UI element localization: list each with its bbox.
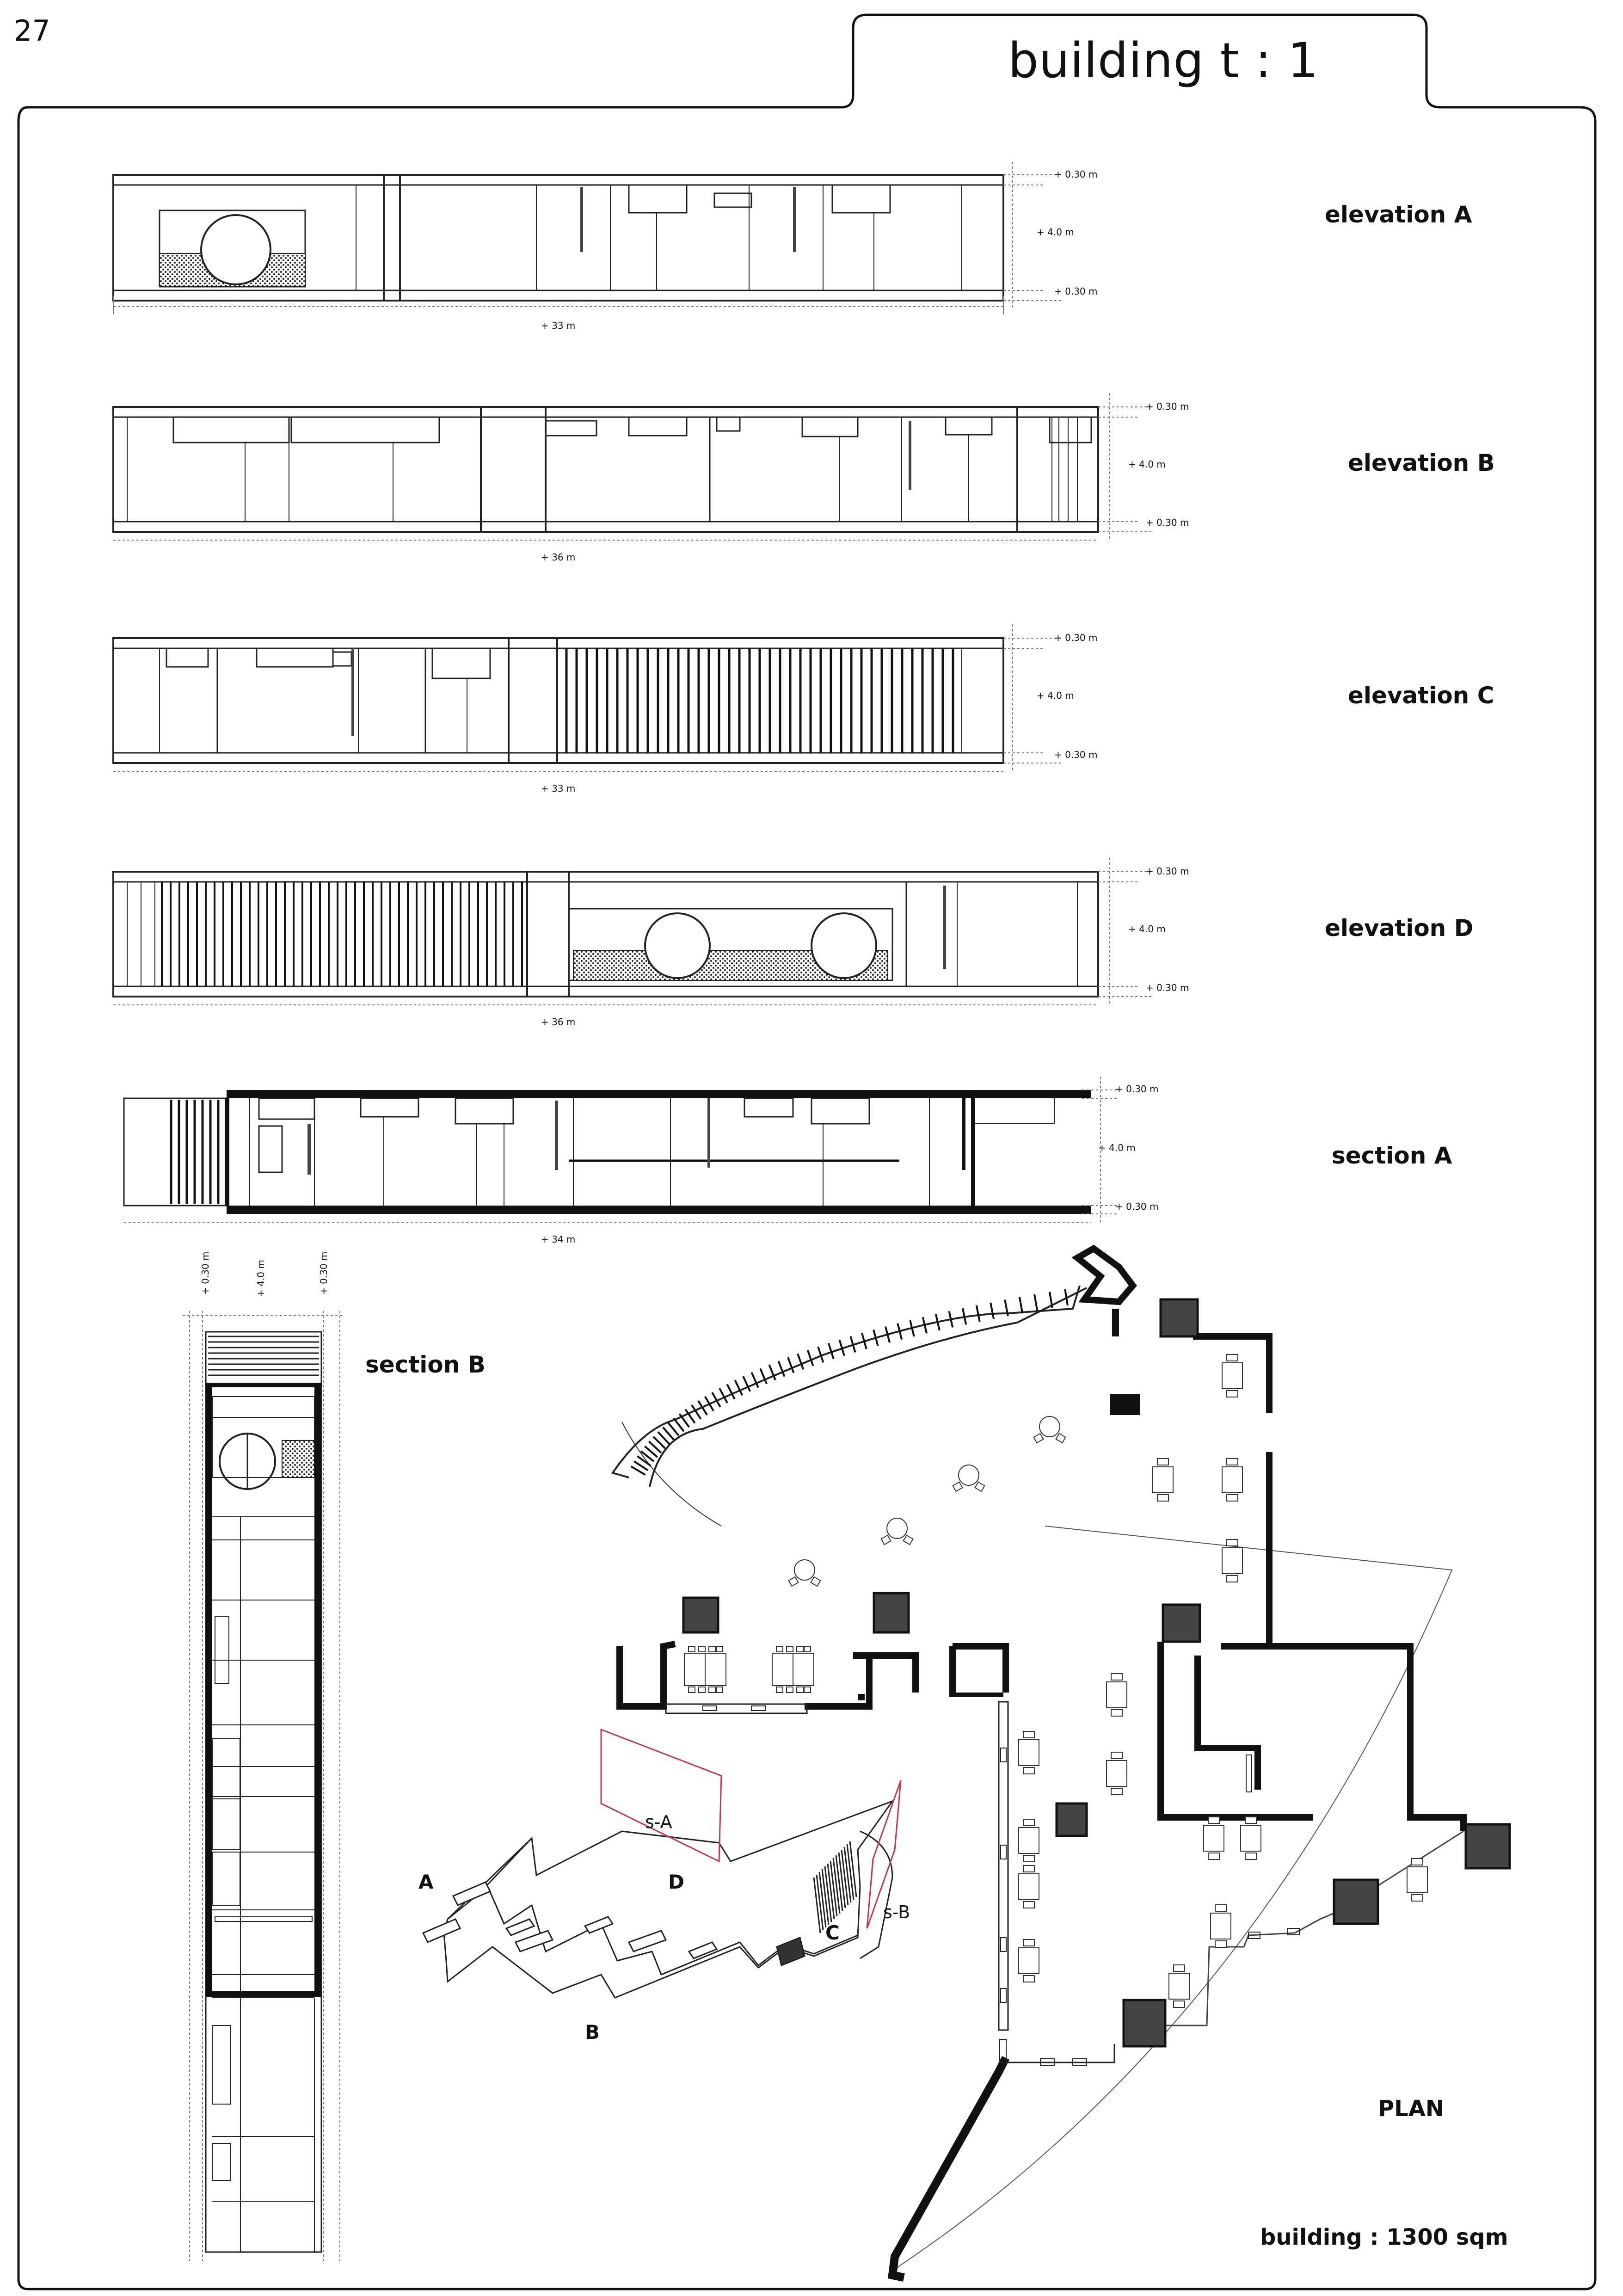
section-a-drawing (124, 1077, 1119, 1223)
axo-label-b: B (585, 2021, 600, 2044)
plan-drawing (613, 1249, 1510, 2278)
section-a-length-dim: + 34 m (541, 1234, 576, 1245)
elevation-d-drawing (113, 858, 1151, 1006)
elevation-c-label: elevation C (1348, 682, 1494, 709)
section-b-label: section B (365, 1351, 486, 1378)
elev-c-bottom-dim: + 0.30 m (1054, 749, 1098, 760)
elevation-b-label: elevation B (1348, 449, 1495, 476)
elev-c-top-dim: + 0.30 m (1054, 632, 1098, 643)
elev-a-length-dim: + 33 m (541, 320, 576, 331)
section-b-dim-1: + 0.30 m (200, 1251, 211, 1295)
elev-d-mid-dim: + 4.0 m (1128, 923, 1166, 935)
axo-label-c: C (825, 1921, 840, 1944)
page-number: 27 (14, 14, 50, 48)
section-a-mid-dim: + 4.0 m (1098, 1142, 1136, 1153)
section-b-dim-3: + 0.30 m (318, 1251, 329, 1295)
elev-b-top-dim: + 0.30 m (1146, 401, 1189, 412)
elev-b-length-dim: + 36 m (541, 552, 576, 563)
elev-d-length-dim: + 36 m (541, 1016, 576, 1028)
elev-c-length-dim: + 33 m (541, 783, 576, 794)
cut-label-s-a: s-A (645, 1812, 672, 1832)
section-a-top-dim: + 0.30 m (1115, 1083, 1159, 1095)
plan-area: building : 1300 sqm (1260, 2224, 1508, 2250)
elev-a-mid-dim: + 4.0 m (1037, 227, 1074, 238)
elev-b-bottom-dim: + 0.30 m (1146, 517, 1189, 528)
section-a-label: section A (1332, 1142, 1452, 1169)
elev-a-bottom-dim: + 0.30 m (1054, 286, 1098, 297)
elev-b-mid-dim: + 4.0 m (1128, 459, 1166, 470)
elevation-a-label: elevation A (1325, 201, 1472, 228)
section-b-dim-2: + 4.0 m (255, 1260, 266, 1297)
cut-label-s-b: s-B (883, 1902, 910, 1922)
elev-c-mid-dim: + 4.0 m (1037, 690, 1074, 701)
elevation-d-label: elevation D (1325, 915, 1474, 942)
page-title: building t : 1 (1008, 32, 1319, 89)
elevation-a-drawing (113, 162, 1064, 314)
elev-a-top-dim: + 0.30 m (1054, 169, 1098, 180)
elev-d-bottom-dim: + 0.30 m (1146, 982, 1189, 993)
elevation-c-drawing (113, 624, 1064, 771)
axo-label-d: D (668, 1871, 684, 1893)
section-b-drawing (183, 1311, 344, 2261)
axo-label-a: A (418, 1871, 434, 1893)
section-a-bottom-dim: + 0.30 m (1115, 1201, 1159, 1212)
elevation-b-drawing (113, 393, 1151, 541)
plan-label: PLAN (1378, 2096, 1445, 2122)
elev-d-top-dim: + 0.30 m (1146, 866, 1189, 877)
